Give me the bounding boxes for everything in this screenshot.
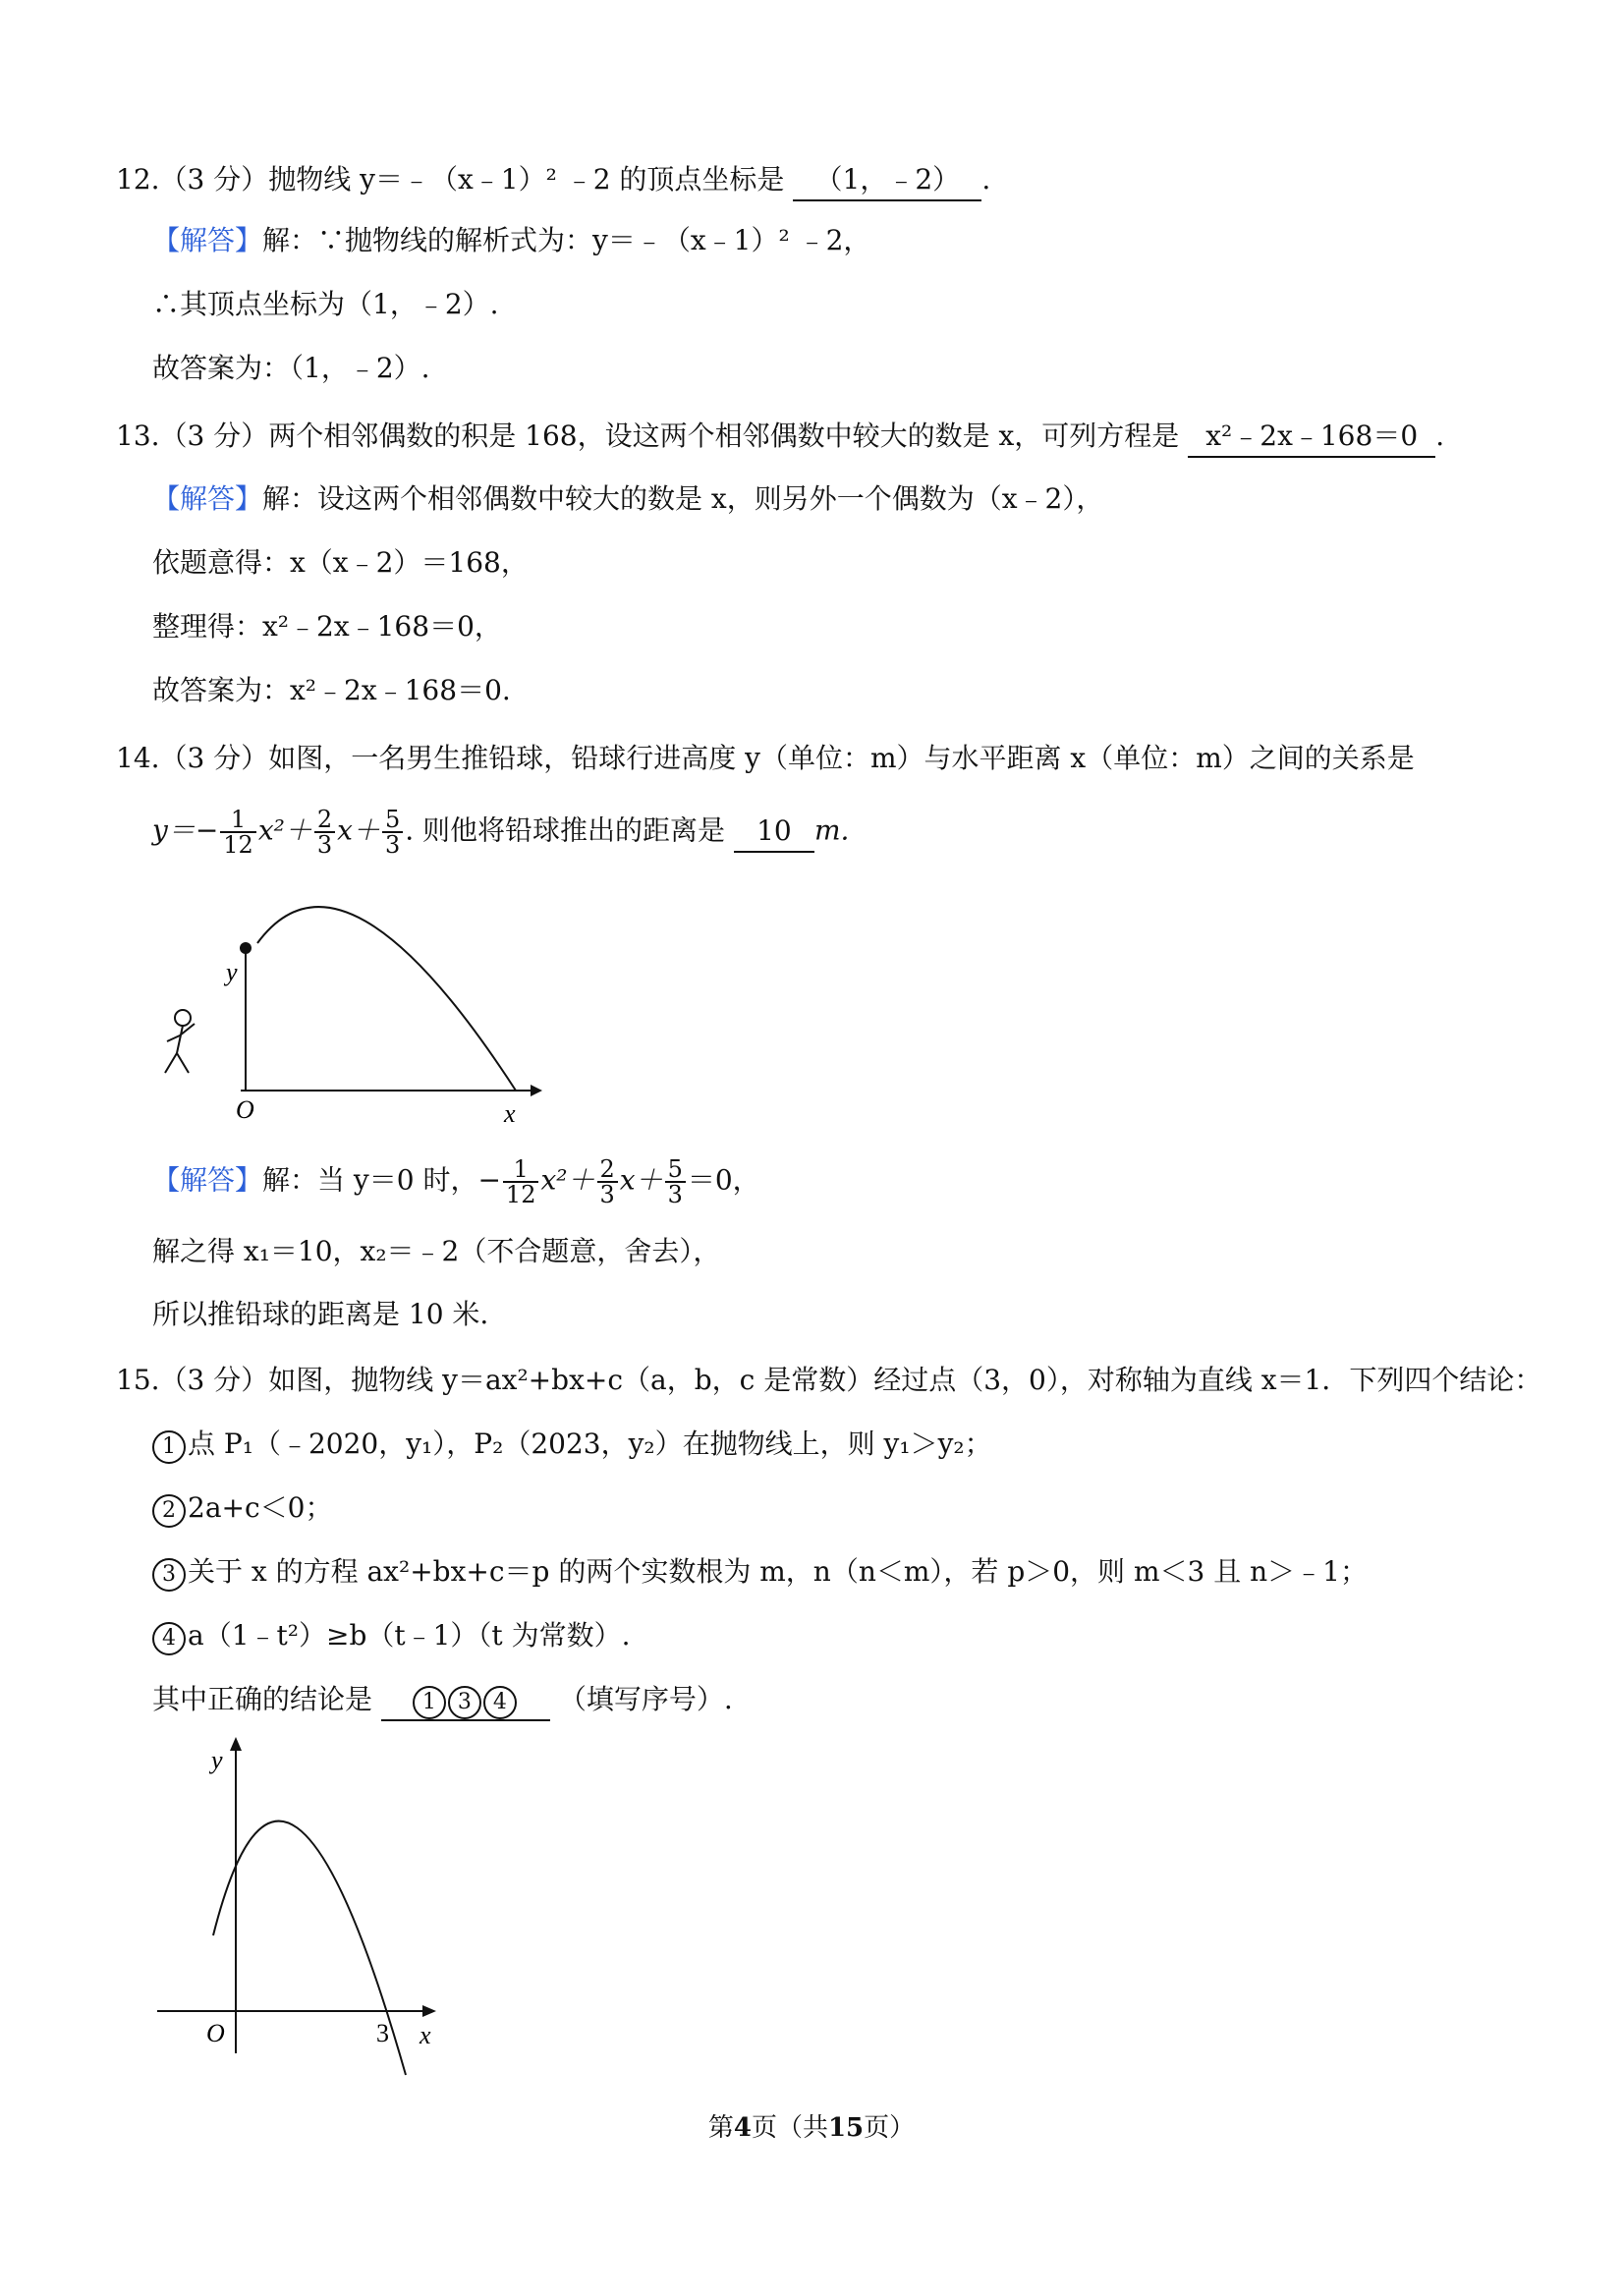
q14-sol1-tail: ＝0， <box>687 1163 760 1197</box>
q12-sol2: ∴其顶点坐标为（1，﹣2）. <box>152 288 499 320</box>
q13-sol1: 解：设这两个相邻偶数中较大的数是 x，则另外一个偶数为（x﹣2）， <box>262 482 1104 515</box>
q15-conclusion-prompt: 其中正确的结论是 <box>152 1683 373 1715</box>
q15-stem-line <box>116 1361 1541 1400</box>
q15-answer-mark-2: 3 <box>448 1686 481 1719</box>
q14-frac-1 <box>220 808 256 857</box>
q14-formula-prefix: y＝− <box>152 813 219 847</box>
q14-trajectory-curve <box>257 907 516 1091</box>
footer-page-number: 4 <box>733 2113 752 2143</box>
q15-x-arrow-icon <box>422 2005 436 2017</box>
q12-sol1-line <box>152 221 870 260</box>
q12-end: . <box>981 163 991 196</box>
q13-sol3: 整理得：x²﹣2x﹣168＝0， <box>152 610 502 643</box>
q14-score: （3 分） <box>159 742 269 774</box>
q15-c3-mark: 3 <box>152 1558 186 1592</box>
q14-formula-tail: . 则他将铅球推出的距离是 <box>405 813 726 847</box>
q15-c4-mark: 4 <box>152 1622 186 1655</box>
footer-total-pages: 15 <box>827 2113 865 2143</box>
q15-c2-text: 2a+c＜0； <box>188 1491 333 1524</box>
q14-x-label: x <box>504 1099 516 1128</box>
q15-answer-mark-1: 1 <box>413 1686 446 1719</box>
q15-conclusion-2 <box>152 1488 332 1528</box>
q14-y-label: y <box>226 958 238 986</box>
q13-stem-line <box>116 417 1444 458</box>
footer-pre: 第 <box>707 2113 734 2143</box>
q13-sol2: 依题意得：x（x﹣2）＝168， <box>152 546 529 579</box>
q15-c3-text: 关于 x 的方程 ax²+bx+c＝p 的两个实数根为 m，n（n＜m），若 p＞0，则 m＜3 且 n＞﹣1； <box>188 1555 1368 1588</box>
q14-formula-mid1: x²＋ <box>257 813 312 847</box>
footer-post: 页） <box>864 2113 916 2143</box>
q12-answer: （1，﹣2） <box>793 160 981 201</box>
q14-person-head-icon <box>175 1010 191 1026</box>
q15-conclusion-tail: （填写序号）. <box>558 1683 733 1715</box>
q15-conclusion-1 <box>152 1425 992 1464</box>
q14-shotput-ball-icon <box>240 942 252 954</box>
q12-sol3: 故答案为：（1，﹣2）. <box>152 352 430 384</box>
q14-unit: m. <box>813 813 850 847</box>
q14-sol-frac-2-den: 3 <box>599 1181 615 1208</box>
q13-end: . <box>1435 420 1445 452</box>
q14-shotput-figure <box>147 874 560 1140</box>
q15-c4-text: a（1﹣t²）≥b（t﹣1）（t 为常数）. <box>188 1619 631 1652</box>
q14-sol-mid2: x＋ <box>619 1163 663 1197</box>
q13-number: 13. <box>116 420 160 452</box>
q15-y-label: y <box>211 1746 223 1774</box>
q14-origin-label: O <box>236 1095 254 1124</box>
q14-sol-frac-2 <box>597 1157 618 1206</box>
q14-sol3: 所以推铅球的距离是 10 米. <box>152 1298 489 1330</box>
q15-answer-line <box>152 1680 733 1721</box>
q14-sol-frac-1-num: 1 <box>503 1157 539 1183</box>
q14-number: 14. <box>116 742 160 774</box>
q15-c2-mark: 2 <box>152 1494 186 1528</box>
q14-x-arrow-icon <box>531 1085 542 1096</box>
q12-stem-line <box>116 160 990 201</box>
q14-sol1-line <box>152 1157 760 1206</box>
q15-y-arrow-icon <box>230 1737 242 1751</box>
q14-formula-mid2: x＋ <box>337 813 380 847</box>
q14-sol1-prefix: 解：当 y＝0 时，− <box>262 1163 501 1197</box>
q14-frac-1-den: 12 <box>223 831 253 859</box>
q15-number: 15. <box>116 1364 160 1396</box>
q14-stem-line <box>116 739 1415 778</box>
q13-sol4: 故答案为：x²﹣2x﹣168＝0. <box>152 674 511 706</box>
q14-sol2: 解之得 x₁＝10，x₂＝﹣2（不合题意，舍去）， <box>152 1235 721 1267</box>
q13-solution-label: 【解答】 <box>152 482 263 515</box>
q14-sol-frac-1-den: 12 <box>505 1181 536 1208</box>
q14-sol-frac-1 <box>503 1157 539 1206</box>
q12-stem: 抛物线 y＝﹣（x﹣1）² ﹣2 的顶点坐标是 <box>268 163 785 196</box>
q15-conclusion-4 <box>152 1616 631 1655</box>
q15-x-label: x <box>420 2021 431 2049</box>
q13-sol1-line <box>152 479 1103 519</box>
q14-frac-1-num: 1 <box>220 808 256 833</box>
q14-sol-frac-3-den: 3 <box>667 1181 683 1208</box>
page-footer <box>0 2107 1623 2144</box>
q15-c1-text: 点 P₁（﹣2020，y₁），P₂（2023，y₂）在抛物线上，则 y₁＞y₂； <box>188 1428 992 1460</box>
q14-sol-mid1: x²＋ <box>540 1163 595 1197</box>
q15-parabola-figure <box>147 1729 462 2083</box>
q14-sol-frac-3 <box>665 1157 686 1206</box>
footer-mid: 页（共 <box>751 2113 828 2143</box>
q12-number: 12. <box>116 163 160 196</box>
q12-sol1: 解：∵抛物线的解析式为：y＝﹣（x﹣1）² ﹣2， <box>262 224 871 256</box>
q15-stem: 如图，抛物线 y＝ax²+bx+c（a，b，c 是常数）经过点（3，0），对称轴为直线 x＝1．下列四个结论： <box>268 1364 1542 1396</box>
q15-conclusion-3 <box>152 1552 1368 1592</box>
q15-c1-mark: 1 <box>152 1430 186 1464</box>
q14-sol-frac-2-num: 2 <box>597 1157 618 1183</box>
q14-frac-2-num: 2 <box>314 808 335 833</box>
q14-frac-3-num: 5 <box>382 808 403 833</box>
q15-score: （3 分） <box>159 1364 269 1396</box>
q14-frac-2 <box>314 808 335 857</box>
q14-frac-3-den: 3 <box>384 831 401 859</box>
q14-answer: 10 <box>734 812 814 853</box>
q14-solution-label: 【解答】 <box>152 1163 263 1197</box>
q15-three-label: 3 <box>376 2019 389 2047</box>
q12-solution-label: 【解答】 <box>152 224 263 256</box>
q14-frac-2-den: 3 <box>316 831 333 859</box>
q14-formula-line <box>152 808 849 857</box>
q14-frac-3 <box>382 808 403 857</box>
q12-score: （3 分） <box>159 163 269 196</box>
q15-origin-label: O <box>206 2019 225 2047</box>
q14-sol-frac-3-num: 5 <box>665 1157 686 1183</box>
q13-score: （3 分） <box>159 420 269 452</box>
q13-answer: x²﹣2x﹣168＝0 <box>1188 417 1435 458</box>
q15-answer <box>381 1680 550 1721</box>
q15-answer-mark-3: 4 <box>483 1686 517 1719</box>
q13-stem: 两个相邻偶数的积是 168，设这两个相邻偶数中较大的数是 x，可列方程是 <box>268 420 1180 452</box>
q14-person-body-icon <box>165 1024 195 1073</box>
q14-stem: 如图，一名男生推铅球，铅球行进高度 y（单位：m）与水平距离 x（单位：m）之间的关系是 <box>268 742 1415 774</box>
